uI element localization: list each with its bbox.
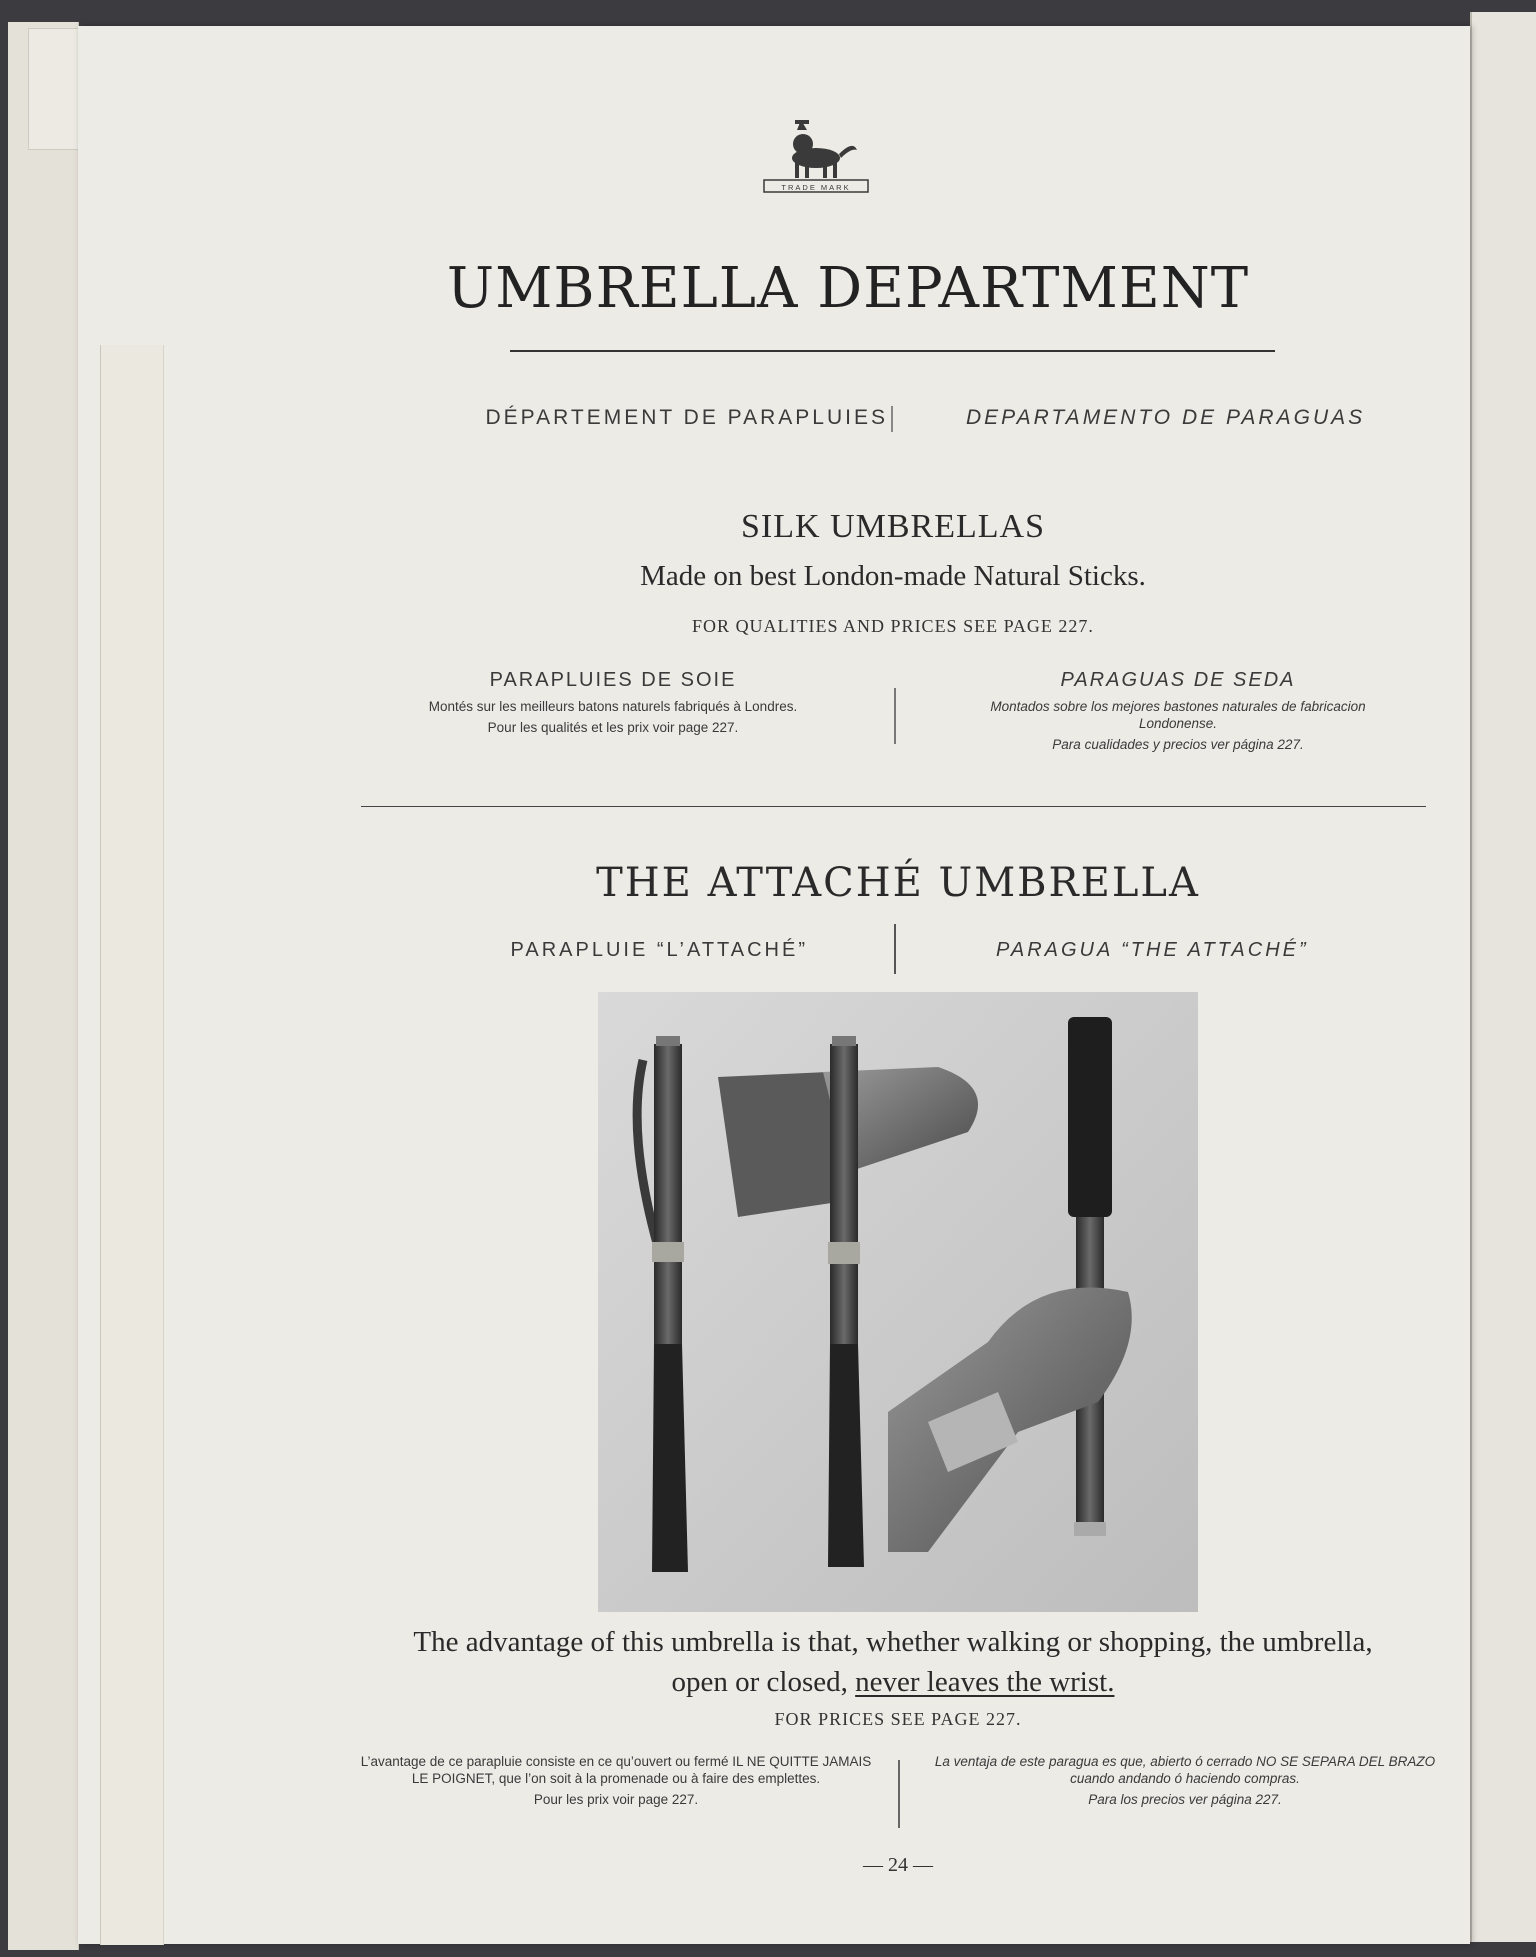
- catalog-page: [78, 26, 1470, 1944]
- silk-section-subtitle: Made on best London-made Natural Sticks.: [640, 560, 1146, 592]
- silk-price-note: FOR QUALITIES AND PRICES SEE PAGE 227.: [692, 616, 1094, 636]
- silk-spanish-heading: PARAGUAS DE SEDA: [1060, 669, 1296, 691]
- column-divider: [891, 406, 893, 432]
- title-underline: [510, 350, 1275, 352]
- page-title: UMBRELLA DEPARTMENT: [446, 256, 1250, 321]
- silk-french-price: Pour les qualités et les prix voir page 227.: [487, 720, 739, 735]
- silk-spanish-price: Para cualidades y precios ver página 227.: [1052, 737, 1304, 752]
- attache-section-title: THE ATTACHÉ UMBRELLA: [596, 860, 1200, 906]
- trademark-text: TRADE MARK: [781, 183, 851, 192]
- silk-spanish-text: Montados sobre los mejores bastones naturales de fabricacion Londonense.: [990, 699, 1366, 731]
- attache-french-price: Pour les prix voir page 227.: [533, 1792, 699, 1807]
- page-tab-side: [100, 345, 164, 1945]
- section-divider: [361, 806, 1426, 807]
- subtitle-french: DÉPARTEMENT DE PARAPLUIES: [485, 406, 888, 429]
- page-tab-top: [28, 28, 80, 150]
- trademark-logo: [761, 110, 871, 210]
- attache-description-underlined: never leaves the wrist.: [855, 1666, 1115, 1698]
- attache-description-text: The advantage of this umbrella is that, whether walking or shopping, the umbrella, open or closed,: [413, 1626, 1373, 1698]
- page-number: — 24 —: [863, 1854, 933, 1876]
- attache-subtitle-french: PARAPLUIE “L’ATTACHÉ”: [510, 939, 808, 961]
- umbrella-photograph: [598, 992, 1198, 1612]
- silk-spanish-column: [958, 669, 1398, 753]
- attache-spanish-column: [930, 1753, 1440, 1808]
- column-divider: [894, 924, 896, 974]
- silk-section-title: SILK UMBRELLAS: [741, 508, 1045, 545]
- binding-edge: [8, 22, 79, 1950]
- attache-subtitle-spanish: PARAGUA “THE ATTACHÉ”: [996, 939, 1309, 961]
- attache-price-note: FOR PRICES SEE PAGE 227.: [774, 1709, 1022, 1729]
- attache-spanish-text: La ventaja de este paragua es que, abierto ó cerrado NO SE SEPARA DEL BRAZO cuando andando ó haciendo compras.: [934, 1754, 1436, 1786]
- attache-french-column: [356, 1753, 876, 1808]
- attache-french-text: L’avantage de ce parapluie consiste en ce qu’ouvert ou fermé IL NE QUITTE JAMAIS LE POIGNET, que l’on soit à la promenade ou à faire des emplettes.: [360, 1754, 872, 1786]
- silk-french-text: Montés sur les meilleurs batons naturels fabriqués à Londres.: [428, 699, 798, 714]
- subtitle-spanish: DEPARTAMENTO DE PARAGUAS: [966, 406, 1366, 429]
- silk-french-column: [388, 669, 838, 736]
- column-divider: [894, 688, 896, 744]
- silk-french-heading: PARAPLUIES DE SOIE: [489, 669, 737, 691]
- next-page-edge: [1470, 12, 1536, 1942]
- attache-spanish-price: Para los precios ver página 227.: [1088, 1792, 1282, 1807]
- lion-trademark-icon: [761, 110, 871, 210]
- attache-description: [398, 1622, 1388, 1702]
- column-divider: [898, 1760, 900, 1828]
